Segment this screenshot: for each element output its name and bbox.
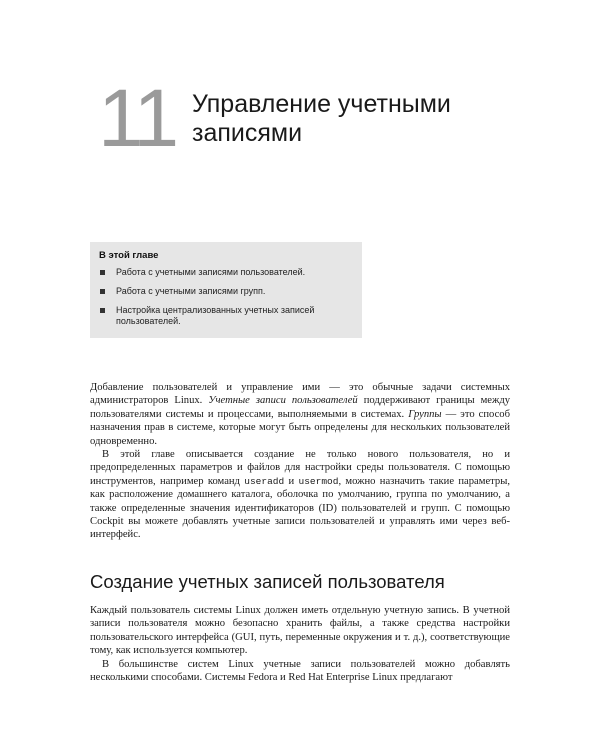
chapter-title	[192, 90, 451, 148]
text-run: Добавление пользователей и управление ими — это обычные задачи системных администраторов Linux.	[90, 382, 510, 407]
section-paragraph-1: Каждый пользователь системы Linux должен иметь отдельную учетную запись. В учетной записи пользователя можно безопасно хранить файлы, а также средства настройки пользовательского интерфейса (GUI, путь, переменные окружения и т. д.), соответствующие тому, как используется компьютер.	[90, 605, 510, 657]
list-item-text: Работа с учетными записями групп.	[116, 286, 266, 296]
command-name: useradd	[244, 475, 285, 487]
square-bullet-icon	[100, 270, 105, 275]
section-paragraph-2: В большинстве систем Linux учетные записи пользователей можно добавлять несколькими способами. Системы Fedora и Red Hat Enterprise Linux предлагают	[90, 658, 510, 684]
list-item-text: Работа с учетными записями пользователей.	[116, 267, 306, 277]
list-item	[99, 286, 352, 297]
chapter-title-line-1: Управление учетными	[192, 90, 451, 118]
text-run: — это способ назначения прав в системе, которые могут быть определены для нескольких пользователей одновременно.	[90, 408, 510, 447]
text-run: , можно назначить такие параметры, как расположение домашнего каталога, оболочка по умолчанию, группа по умолчанию, а также определенные значения идентификаторов (ID) пользователей и групп. С помощью Cockpit вы можете добавлять учетные записи пользователей и управлять ими через веб-интерфейс.	[90, 475, 510, 541]
intro-paragraph-2	[90, 448, 510, 542]
square-bullet-icon	[100, 308, 105, 313]
in-this-chapter-box	[90, 242, 362, 338]
emphasis-term: Учетные записи пользователей	[208, 395, 358, 407]
section-heading: Создание учетных записей пользователя	[90, 571, 445, 592]
list-item-text: Настройка централизованных учетных записей пользователей.	[116, 305, 315, 326]
text-run: и	[284, 475, 299, 487]
command-name: usermod	[298, 475, 339, 487]
intro-paragraph-1	[90, 381, 510, 448]
emphasis-term: Группы	[408, 408, 442, 420]
text-run: поддерживают границы между пользователями системы и процессами, выполняемыми в системах.	[90, 395, 511, 420]
in-this-chapter-list	[99, 267, 352, 327]
square-bullet-icon	[100, 289, 105, 294]
in-this-chapter-heading: В этой главе	[99, 250, 159, 261]
chapter-title-line-2: записями	[192, 119, 303, 147]
list-item	[99, 305, 352, 327]
list-item	[99, 267, 352, 278]
intro-text	[90, 381, 510, 542]
chapter-number: 11	[98, 73, 176, 164]
section-text	[90, 604, 510, 684]
text-run: В этой главе описывается создание не только нового пользователя, но и предопределенных параметров и файлов для настройки среды пользователя. С помощью инструментов, например команд	[90, 449, 510, 487]
